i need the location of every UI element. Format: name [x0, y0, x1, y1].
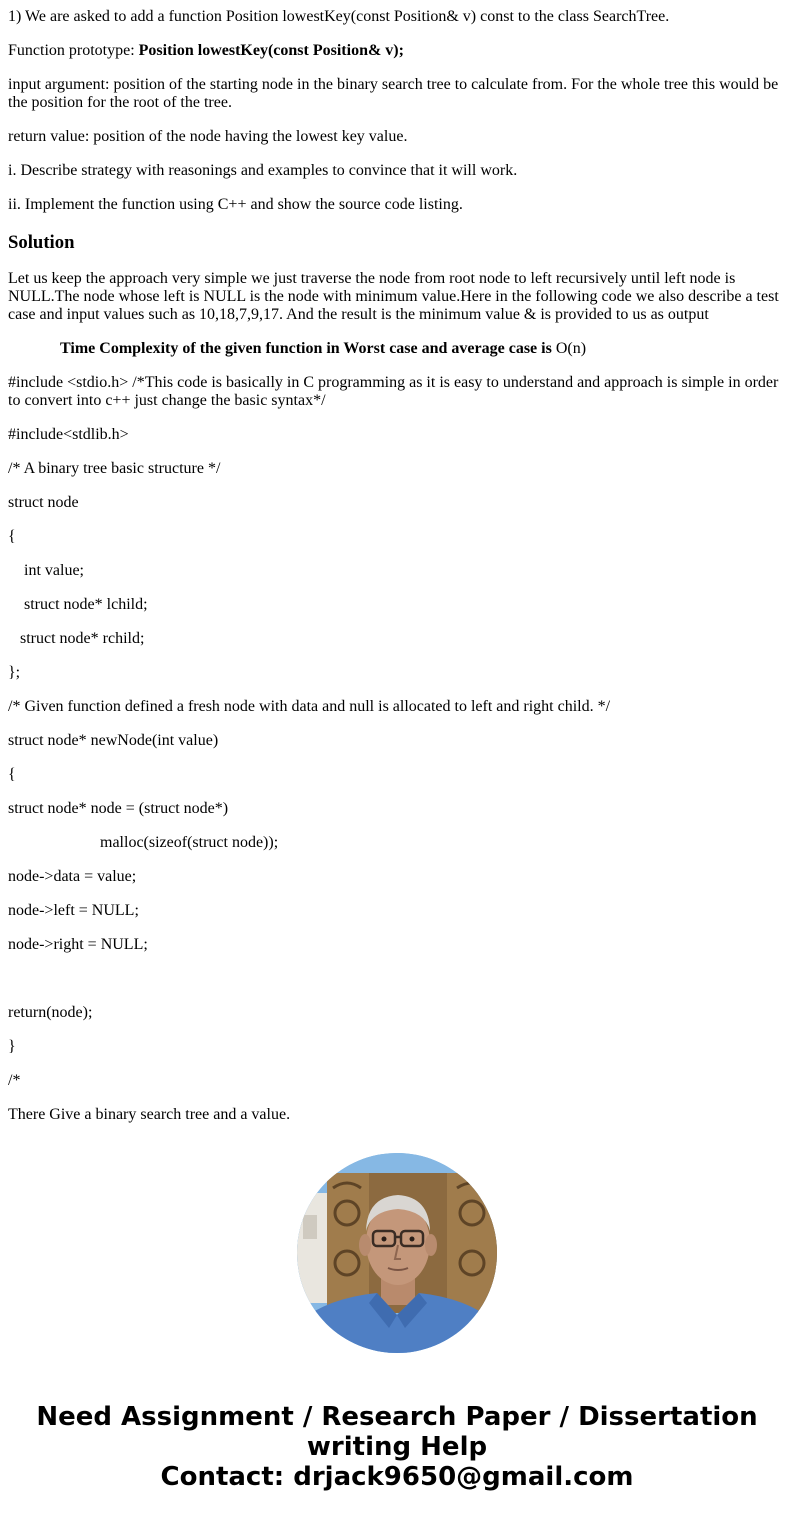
solution-explanation: Let us keep the approach very simple we just traverse the node from root node to left recursively until left node is NULL.The node whose left is NULL is the node with minimum value.Here in the following code we also describe a test case and input values such as 10,18,7,9,17. And the result is the minimum value & is provided to us as output — [8, 270, 779, 323]
promo-line: Need Assignment / Research Paper / Dissertation — [36, 1402, 758, 1432]
blank-line — [8, 970, 786, 988]
question-intro: 1) We are asked to add a function Position lowestKey(const Position& v) const to the class SearchTree. — [8, 8, 670, 25]
time-complexity — [8, 340, 786, 358]
function-prototype — [8, 42, 786, 60]
code-line: /* Given function defined a fresh node with data and null is allocated to left and right child. */ — [8, 698, 611, 715]
code-line: }; — [8, 664, 21, 681]
code-line: struct node* rchild; — [20, 630, 145, 647]
complexity-value: O(n) — [551, 340, 587, 357]
code-line: struct node* node = (struct node*) — [8, 800, 229, 817]
avatar-portrait — [297, 1153, 497, 1353]
prototype-label: Function prototype: — [8, 42, 139, 59]
code-line: node->data = value; — [8, 868, 137, 885]
code-line: int value; — [24, 562, 84, 579]
complexity-label: Time Complexity of the given function in Worst case and average case is — [60, 340, 552, 357]
code-line: { — [8, 766, 16, 783]
author-avatar — [297, 1153, 497, 1353]
code-line: node->left = NULL; — [8, 902, 139, 919]
promo-contact: Contact: drjack9650@gmail.com — [160, 1462, 634, 1492]
return-value: return value: position of the node having the lowest key value. — [8, 128, 408, 145]
code-line: malloc(sizeof(struct node)); — [100, 834, 279, 851]
code-line: struct node* newNode(int value) — [8, 732, 219, 749]
code-line: There Give a binary search tree and a value. — [8, 1106, 291, 1123]
input-argument: input argument: position of the starting node in the binary search tree to calculate from. For the whole tree this would be the position for the root of the tree. — [8, 76, 779, 111]
code-line: /* A binary tree basic structure */ — [8, 460, 221, 477]
promo-banner — [0, 1402, 794, 1492]
part-ii: ii. Implement the function using C++ and show the source code listing. — [8, 196, 463, 213]
solution-heading: Solution — [8, 232, 75, 253]
promo-line: writing Help — [306, 1432, 488, 1462]
document-body — [8, 0, 786, 1140]
code-line: node->right = NULL; — [8, 936, 148, 953]
code-line: return(node); — [8, 1004, 93, 1021]
code-line: struct node* lchild; — [24, 596, 148, 613]
code-line: struct node — [8, 494, 79, 511]
code-line: /* — [8, 1072, 21, 1089]
code-line: { — [8, 528, 16, 545]
part-i: i. Describe strategy with reasonings and examples to convince that it will work. — [8, 162, 518, 179]
code-line: } — [8, 1038, 16, 1055]
code-line: #include <stdio.h> /*This code is basically in C programming as it is easy to understand and approach is simple in order to convert into c++ just change the basic syntax*/ — [8, 374, 779, 409]
code-line: #include<stdlib.h> — [8, 426, 129, 443]
prototype-code: Position lowestKey(const Position& v); — [138, 42, 404, 59]
